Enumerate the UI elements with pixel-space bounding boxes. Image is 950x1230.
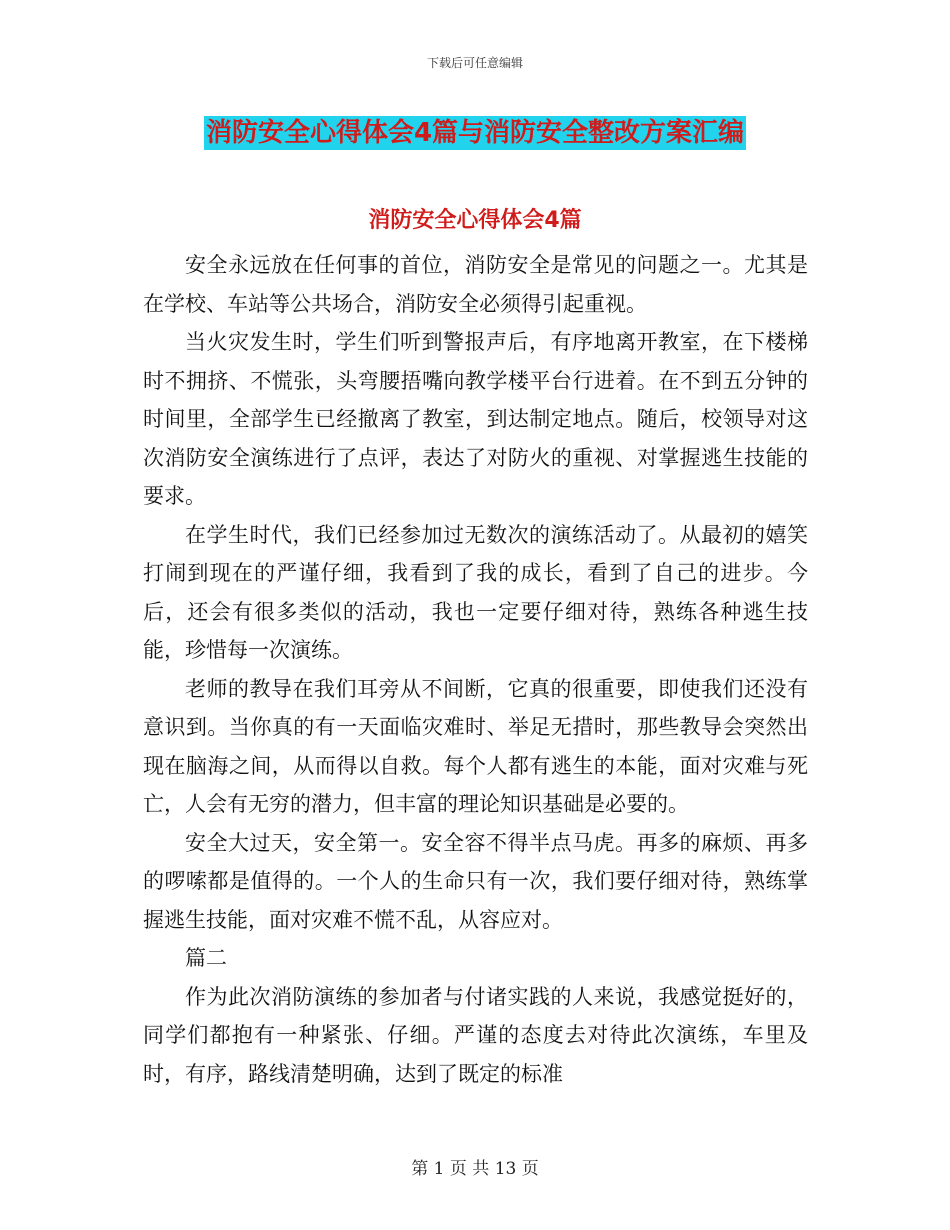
paragraph: 当火灾发生时，学生们听到警报声后，有序地离开教室，在下楼梯时不拥挤、不慌张，头弯腰捂嘴向教学楼平台行进着。在不到五分钟的时间里，全部学生已经撤离了教室，到达制定地点。随后，校领导对这次消防安全演练进行了点评，表达了对防火的重视、对掌握逃生技能的要求。 (143, 330, 808, 508)
paragraph: 安全大过天，安全第一。安全容不得半点马虎。再多的麻烦、再多的啰嗦都是值得的。一个人的生命只有一次，我们要仔细对待，熟练掌握逃生技能，面对灾难不慌不乱，从容应对。 (143, 830, 808, 932)
paragraph: 老师的教导在我们耳旁从不间断，它真的很重要，即使我们还没有意识到。当你真的有一天面临灾难时、举足无措时，那些教导会突然出现在脑海之间，从而得以自救。每个人都有逃生的本能，面对灾难与死亡，人会有无穷的潜力，但丰富的理论知识基础是必要的。 (143, 676, 808, 816)
document-title-text: 消防安全心得体会4篇与消防安全整改方案汇编 (205, 118, 745, 148)
paragraph: 在学生时代，我们已经参加过无数次的演练活动了。从最初的嬉笑打闹到现在的严谨仔细，我看到了我的成长，看到了自己的进步。今后，还会有很多类似的活动，我也一定要仔细对待，熟练各种逃生技能，珍惜每一次演练。 (143, 522, 808, 662)
section-label: 篇二 (185, 946, 227, 970)
document-body (143, 246, 808, 1093)
paragraph: 安全永远放在任何事的首位，消防安全是常见的问题之一。尤其是在学校、车站等公共场合，消防安全必须得引起重视。 (143, 253, 808, 316)
document-title (0, 112, 950, 149)
paragraph: 作为此次消防演练的参加者与付诸实践的人来说，我感觉挺好的，同学们都抱有一种紧张、仔细。严谨的态度去对待此次演练，车里及时，有序，路线清楚明确，达到了既定的标准 (143, 984, 808, 1086)
header-note: 下载后可任意编辑 (426, 56, 523, 70)
section-title: 消防安全心得体会4篇 (368, 208, 582, 233)
page-number-footer: 第 1 页 共 13 页 (411, 1159, 539, 1179)
